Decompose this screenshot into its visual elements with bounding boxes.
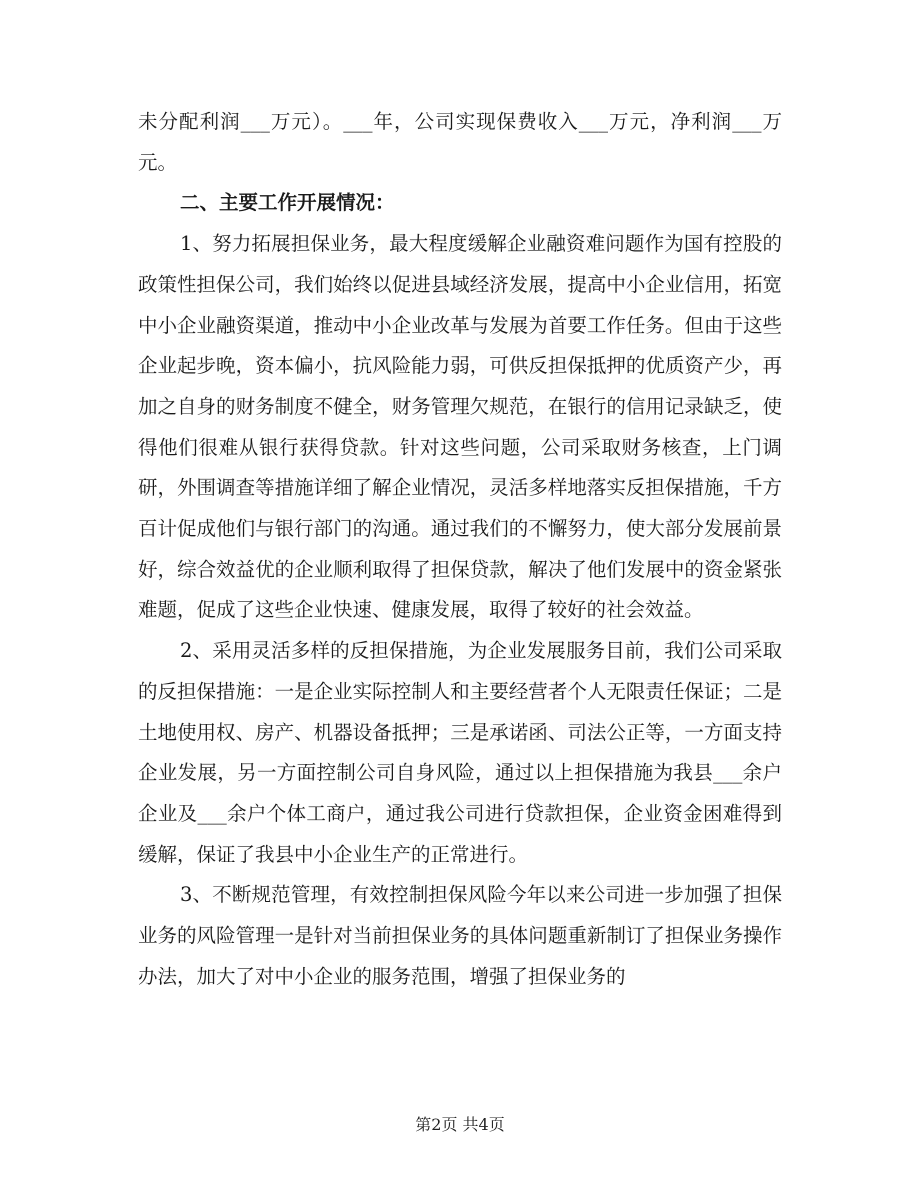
paragraph-profit-summary: 未分配利润___万元）。___年，公司实现保费收入___万元，净利润___万元。	[138, 110, 782, 174]
paragraph-risk-management: 3、不断规范管理，有效控制担保风险今年以来公司进一步加强了担保业务的风险管理一是针对当前担保业务的具体问题重新制订了担保业务操作办法，加大了对中小企业的服务范围，增强了担保业务的	[138, 883, 782, 988]
section-heading-main-work: 二、主要工作开展情况：	[180, 191, 395, 215]
paragraph-expand-guarantee-business: 1、努力拓展担保业务，最大程度缓解企业融资难问题作为国有控股的政策性担保公司，我们始终以促进县域经济发展，提高中小企业信用，拓宽中小企业融资渠道，推动中小企业改革与发展为首要工作任务。但由于这些企业起步晚，资本偏小，抗风险能力弱，可供反担保抵押的优质资产少，再加之自身的财务制度不健全，财务管理欠规范，在银行的信用记录缺乏，使得他们很难从银行获得贷款。针对这些问题，公司采取财务核查，上门调研，外围调查等措施详细了解企业情况，灵活多样地落实反担保措施，千方百计促成他们与银行部门的沟通。通过我们的不懈努力，使大部分发展前景好，综合效益优的企业顺利取得了担保贷款，解决了他们发展中的资金紧张难题，促成了这些企业快速、健康发展，取得了较好的社会效益。	[138, 232, 782, 622]
page-number-footer: 第2页 共4页	[415, 1115, 505, 1134]
paragraph-counter-guarantee-measures: 2、采用灵活多样的反担保措施，为企业发展服务目前，我们公司采取的反担保措施：一是企业实际控制人和主要经营者个人无限责任保证；二是土地使用权、房产、机器设备抵押；三是承诺函、司法公正等，一方面支持企业发展，另一方面控制公司自身风险，通过以上担保措施为我县___余户企业及___余户个体工商户，通过我公司进行贷款担保，企业资金困难得到缓解，保证了我县中小企业生产的正常进行。	[138, 639, 782, 866]
document-body	[138, 102, 782, 997]
